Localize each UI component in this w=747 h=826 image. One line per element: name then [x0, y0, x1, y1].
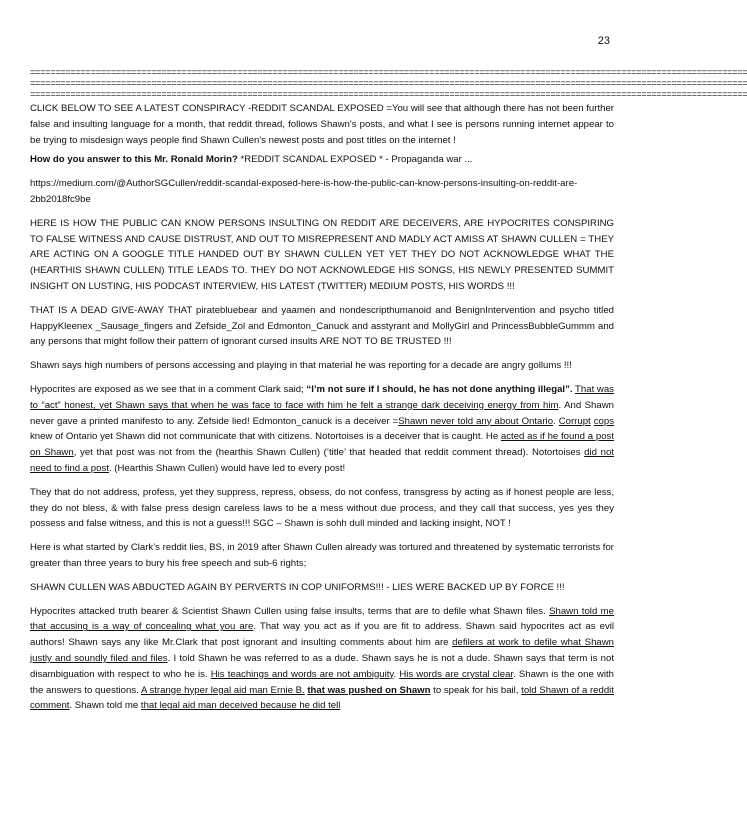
text-span: . — [393, 668, 400, 680]
underlined-span: cops — [593, 415, 614, 427]
underlined-span: that legal aid man deceived because he did tell — [140, 700, 341, 712]
medium-link[interactable]: https://medium.com/@AuthorSGCullen/reddit-scandal-exposed-here-is-how-the-public-can-know-persons-insulting-on-reddit-are-2bb2018fc9be — [30, 178, 578, 205]
paragraph-gollums: Shawn says high numbers of persons accessing and playing in that material he was reporting for a decade are angry gollums !!! — [30, 360, 572, 372]
text-span: , — [515, 684, 522, 696]
page-number: 23 — [597, 35, 610, 47]
text-span: to speak for his bail — [430, 684, 516, 696]
question-rest: *REDDIT SCANDAL EXPOSED * - Propaganda war ... — [237, 154, 473, 166]
underlined-span: Shawn told me that accusing is a way of concealing what you are — [30, 605, 614, 633]
underlined-span: did not need to find a post — [30, 447, 614, 474]
underlined-span: A strange hyper legal aid man Ernie B. — [140, 684, 305, 696]
quote-bold: “I’m not sure if I should, he has not done anything illegal”. — [306, 383, 573, 395]
paragraph-started-by-clark: Here is what started by Clark’s reddit lies, BS, in 2019 after Shawn Cullen already was tortured and threatened by systematic terrorists for greater than three years to bury his free speech and sub-6 rights; — [30, 542, 614, 569]
text-span: Hypocrites attacked truth bearer & Scientist Shawn Cullen using false insults, terms that are to defile what Shawn files. — [30, 605, 550, 617]
paragraph-abducted: SHAWN CULLEN WAS ABDUCTED AGAIN BY PERVERTS IN COP UNIFORMS!!! - LIES WERE BACKED UP BY FORCE !!! — [30, 581, 565, 593]
underlined-span: acted as if he found a post on Shawn — [30, 431, 614, 459]
text-span: . I told Shawn he was referred to as a dude. Shawn says he is not a dude. Shawn says that term is not disambiguation with respect to who he is. — [30, 652, 614, 680]
text-span: . — [553, 415, 559, 427]
text-span: . That way you act as if you are fit to address. Shawn said hypocrites act as evil authors! Shawn says any like Mr.Clark that post ignorant and insulting comments about him are — [30, 621, 614, 649]
text-span: . Shawn told me — [69, 700, 141, 712]
text-span: . Shawn is the one with the answers to questions. — [30, 668, 614, 696]
text-span: . (Hearthis Shawn Cullen) would have led to every post! — [108, 462, 346, 474]
underlined-span: defilers at work to defile what Shawn justly and soundly filed and files — [30, 637, 614, 664]
underlined-span: Corrupt — [558, 415, 591, 427]
underlined-span: His words are crystal clear — [399, 668, 514, 680]
paragraph-question — [30, 152, 614, 168]
underlined-bold-span: that was pushed on Shawn — [307, 684, 431, 696]
separator-rule: ============================================================================================================================================== — [30, 79, 747, 89]
paragraph-conspiracy-intro: CLICK BELOW TO SEE A LATEST CONSPIRACY -REDDIT SCANDAL EXPOSED =You will see that although there has not been further false and insulting language for a month, that reddit thread, follows Shawn's posts, and what I see is persons running internet appear to be trying to misdesign ways people find Shawn Cullen's newest posts and post titles on the internet ! — [30, 103, 614, 146]
paragraph-truth-bearer — [30, 604, 614, 715]
text-span: , yet that post was not from the (hearthis Shawn Cullen) (‘title’ that headed that reddit comment thread). Notortoises — [73, 447, 585, 459]
question-bold: How do you answer to this Mr. Ronald Morin? — [30, 154, 238, 166]
paragraph-hypocrites-clark — [30, 382, 614, 477]
separator-rule: ============================================================================================================================================== — [30, 68, 747, 78]
paragraph-suppress-repress: They that do not address, profess, yet they suppress, repress, obsess, do not confess, transgress by acting as if honest people are less, they do not bless, & with false press design careless laws to be a mess without due process, and they call that success, yes yes they possess and false witness, and this is not a guess!!! SGC – Shawn is sohh dull minded and lacking insight, NOT ! — [30, 486, 614, 530]
separator-rule: ============================================================================================================================================== — [30, 90, 747, 100]
paragraph-dead-giveaway: THAT IS A DEAD GIVE-AWAY THAT piratebluebear and yaamen and nondescripthumanoid and BenignIntervention and psycho titled HappyKleenex _Sausage_fingers and Zefside_Zol and Edmonton_Canuck and asstyrant and MollyGirl and PrincessBubbleGummm and any persons that might follow their pattern of ignorant cursed insults ARE NOT TO BE TRUSTED !!! — [30, 304, 614, 348]
underlined-span: His teachings and words are not ambiguity — [210, 668, 394, 680]
text-span: Hypocrites are exposed as we see that in a comment Clark said; — [30, 383, 307, 395]
underlined-span: told Shawn of a reddit comment — [30, 684, 614, 712]
underlined-span: That was to “act” honest, yet Shawn says that when he was face to face with him he felt a strange dark deceiving energy from him — [30, 383, 614, 411]
text-span: knew of Ontario yet Shawn did not communicate that with citizens. Notortoises is a deceiver that is caught. He — [30, 431, 501, 443]
document-body — [30, 68, 747, 722]
underlined-span: Shawn never told any about Ontario — [398, 415, 554, 427]
paragraph-caps-public: HERE IS HOW THE PUBLIC CAN KNOW PERSONS INSULTING ON REDDIT ARE DECEIVERS, ARE HYPOCRITES CONSPIRING TO FALSE WITNESS AND CAUSE DISTRUST, AND OUT TO MISREPRESENT AND MADLY ACT AMISS AT SHAWN CULLEN = THEY ARE ACTING ON A GOOGLE TITLE HANDED OUT BY SHAWN CULLEN YET YET THEY DO NOT ACKNOWLEDGE WHAT THE (HEARTHIS SHAWN CULLEN) TITLE LEADS TO. THEY DO NOT ACKNOWLEDGE HIS SONGS, HIS NEWLY PRESENTED SUMMIT INSIGHT ON LUSTING, HIS PODCAST INTERVIEW, HIS LATEST (TWITTER) MEDIUM POSTS, HIS WORDS !!! — [30, 217, 614, 292]
text-span: . And Shawn never gave a printed manifesto to any. Zefside lied! Edmonton_canuck is a deceiver = — [30, 399, 614, 427]
